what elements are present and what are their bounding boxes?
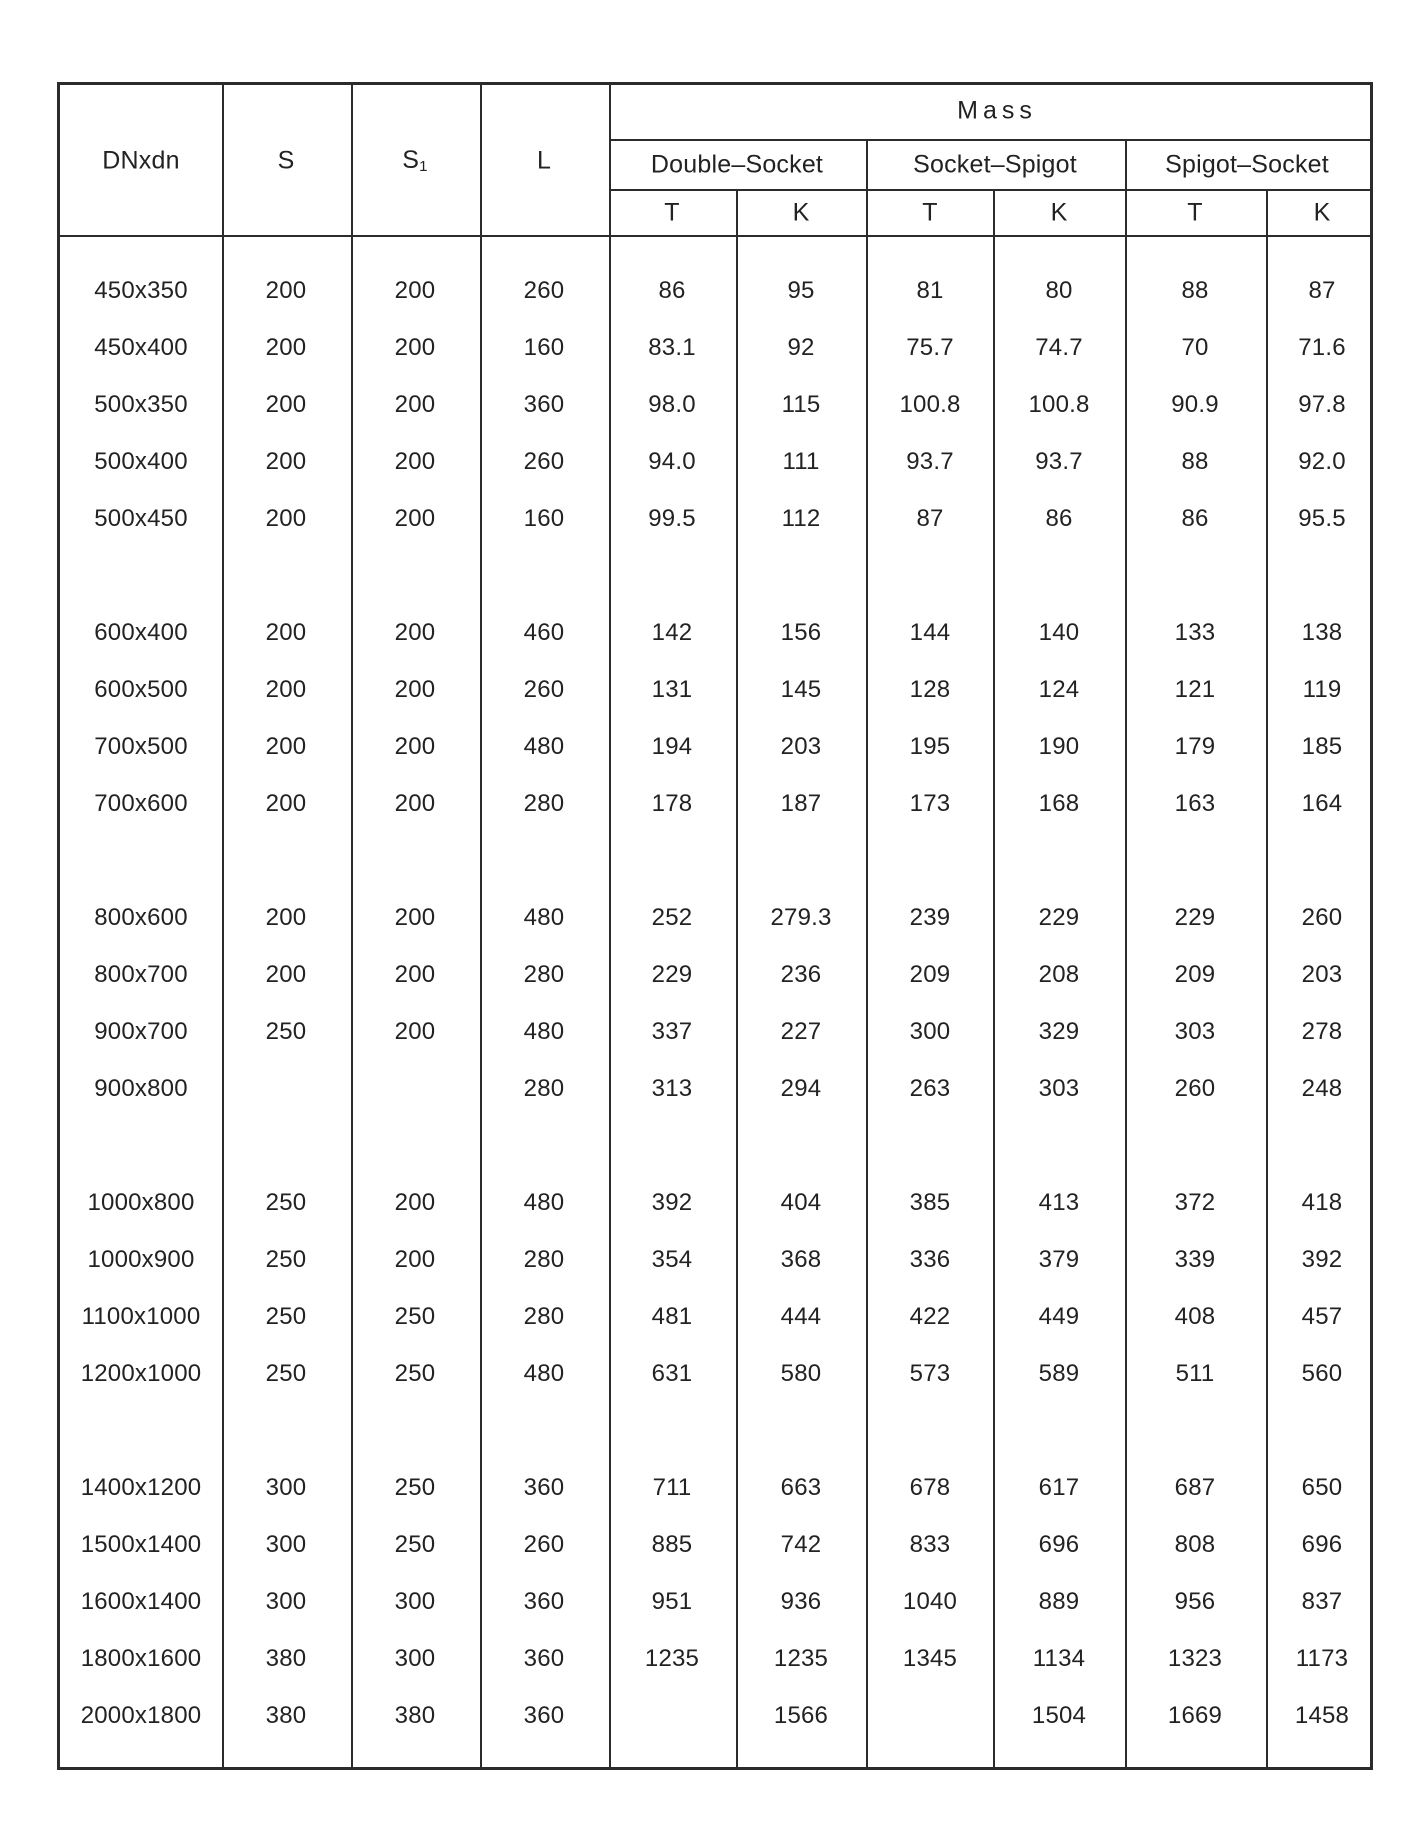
cell-socket-spigot-t: 300 bbox=[909, 1018, 951, 1045]
header-rule-mass bbox=[609, 139, 1370, 141]
cell-socket-spigot-t: 144 bbox=[909, 619, 951, 646]
cell-socket-spigot-k: 140 bbox=[1038, 619, 1080, 646]
cell-socket-spigot-t: 263 bbox=[909, 1075, 951, 1102]
cell-socket-spigot-t: 75.7 bbox=[906, 334, 954, 361]
cell-s1: 250 bbox=[394, 1303, 436, 1330]
cell-spigot-socket-t: 372 bbox=[1174, 1189, 1216, 1216]
cell-s: 250 bbox=[265, 1246, 307, 1273]
cell-socket-spigot-t: 1345 bbox=[902, 1645, 958, 1672]
cell-double-socket-k: 404 bbox=[780, 1189, 822, 1216]
cell-socket-spigot-k: 74.7 bbox=[1035, 334, 1083, 361]
cell-spigot-socket-t: 229 bbox=[1174, 904, 1216, 931]
cell-s1: 250 bbox=[394, 1474, 436, 1501]
cell-socket-spigot-k: 93.7 bbox=[1035, 448, 1083, 475]
cell-double-socket-k: 112 bbox=[781, 505, 821, 532]
cell-spigot-socket-k: 560 bbox=[1301, 1360, 1343, 1387]
group-divider bbox=[1125, 139, 1127, 1767]
cell-spigot-socket-t: 1323 bbox=[1167, 1645, 1223, 1672]
cell-l: 360 bbox=[523, 1474, 565, 1501]
cell-dnxdn: 800x700 bbox=[94, 961, 188, 988]
cell-spigot-socket-k: 71.6 bbox=[1298, 334, 1346, 361]
header-mass: Mass bbox=[957, 96, 1037, 125]
cell-socket-spigot-k: 329 bbox=[1038, 1018, 1080, 1045]
cell-dnxdn: 900x700 bbox=[94, 1018, 188, 1045]
cell-dnxdn: 1000x800 bbox=[87, 1189, 195, 1216]
cell-dnxdn: 450x350 bbox=[94, 277, 188, 304]
cell-s1: 300 bbox=[394, 1588, 436, 1615]
cell-socket-spigot-k: 303 bbox=[1038, 1075, 1080, 1102]
cell-s1: 300 bbox=[394, 1645, 436, 1672]
cell-socket-spigot-t: 573 bbox=[909, 1360, 951, 1387]
cell-double-socket-k: 187 bbox=[780, 790, 822, 817]
cell-socket-spigot-t: 93.7 bbox=[906, 448, 954, 475]
cell-l: 480 bbox=[523, 733, 565, 760]
cell-spigot-socket-t: 303 bbox=[1174, 1018, 1216, 1045]
header-t: T bbox=[922, 198, 938, 227]
cell-l: 480 bbox=[523, 1189, 565, 1216]
cell-l: 260 bbox=[523, 676, 565, 703]
cell-socket-spigot-t: 173 bbox=[909, 790, 951, 817]
cell-s: 380 bbox=[265, 1702, 307, 1729]
cell-double-socket-k: 368 bbox=[780, 1246, 822, 1273]
cell-double-socket-t: 194 bbox=[651, 733, 693, 760]
cell-s: 250 bbox=[265, 1303, 307, 1330]
cell-double-socket-t: 178 bbox=[651, 790, 693, 817]
cell-double-socket-t: 86 bbox=[658, 277, 686, 304]
mass-table bbox=[57, 82, 1373, 1770]
cell-double-socket-t: 142 bbox=[651, 619, 693, 646]
cell-socket-spigot-k: 589 bbox=[1038, 1360, 1080, 1387]
cell-double-socket-k: 580 bbox=[780, 1360, 822, 1387]
cell-spigot-socket-k: 164 bbox=[1301, 790, 1343, 817]
header-k: K bbox=[1313, 198, 1331, 227]
cell-double-socket-t: 229 bbox=[651, 961, 693, 988]
cell-socket-spigot-k: 1134 bbox=[1032, 1645, 1086, 1672]
cell-spigot-socket-t: 88 bbox=[1181, 448, 1209, 475]
cell-spigot-socket-k: 278 bbox=[1301, 1018, 1343, 1045]
cell-double-socket-k: 95 bbox=[787, 277, 815, 304]
cell-l: 460 bbox=[523, 619, 565, 646]
cell-dnxdn: 500x450 bbox=[94, 505, 188, 532]
cell-socket-spigot-k: 86 bbox=[1045, 505, 1073, 532]
header-k: K bbox=[792, 198, 810, 227]
header-k: K bbox=[1050, 198, 1068, 227]
cell-socket-spigot-t: 195 bbox=[909, 733, 951, 760]
cell-spigot-socket-k: 457 bbox=[1301, 1303, 1343, 1330]
cell-spigot-socket-t: 88 bbox=[1181, 277, 1209, 304]
cell-s: 250 bbox=[265, 1360, 307, 1387]
cell-spigot-socket-k: 87 bbox=[1308, 277, 1336, 304]
cell-s: 200 bbox=[265, 391, 307, 418]
cell-socket-spigot-k: 208 bbox=[1038, 961, 1080, 988]
cell-double-socket-t: 98.0 bbox=[648, 391, 696, 418]
cell-dnxdn: 1400x1200 bbox=[80, 1474, 202, 1501]
cell-s1: 200 bbox=[394, 961, 436, 988]
cell-spigot-socket-t: 90.9 bbox=[1171, 391, 1219, 418]
cell-dnxdn: 500x400 bbox=[94, 448, 188, 475]
header-rule-groups bbox=[609, 189, 1370, 191]
cell-double-socket-k: 742 bbox=[780, 1531, 822, 1558]
cell-double-socket-t: 94.0 bbox=[648, 448, 696, 475]
cell-spigot-socket-k: 185 bbox=[1301, 733, 1343, 760]
cell-spigot-socket-k: 95.5 bbox=[1298, 505, 1346, 532]
header-double-socket: Double–Socket bbox=[650, 150, 824, 179]
cell-spigot-socket-k: 1173 bbox=[1295, 1645, 1349, 1672]
cell-socket-spigot-t: 385 bbox=[909, 1189, 951, 1216]
cell-dnxdn: 800x600 bbox=[94, 904, 188, 931]
cell-double-socket-t: 99.5 bbox=[648, 505, 696, 532]
cell-s1: 200 bbox=[394, 277, 436, 304]
cell-spigot-socket-t: 260 bbox=[1174, 1075, 1216, 1102]
cell-double-socket-t: 313 bbox=[651, 1075, 693, 1102]
cell-spigot-socket-k: 248 bbox=[1301, 1075, 1343, 1102]
cell-spigot-socket-k: 138 bbox=[1301, 619, 1343, 646]
cell-spigot-socket-k: 119 bbox=[1302, 676, 1342, 703]
cell-s1: 200 bbox=[394, 505, 436, 532]
cell-double-socket-t: 354 bbox=[651, 1246, 693, 1273]
header-dnxdn: DNxdn bbox=[102, 146, 180, 175]
cell-s1: 200 bbox=[394, 391, 436, 418]
cell-l: 280 bbox=[523, 1246, 565, 1273]
cell-socket-spigot-t: 87 bbox=[916, 505, 944, 532]
cell-dnxdn: 700x600 bbox=[94, 790, 188, 817]
cell-socket-spigot-t: 336 bbox=[909, 1246, 951, 1273]
cell-s: 200 bbox=[265, 505, 307, 532]
cell-double-socket-k: 444 bbox=[780, 1303, 822, 1330]
cell-socket-spigot-k: 889 bbox=[1038, 1588, 1080, 1615]
header-s1-main: S bbox=[402, 146, 420, 174]
header-spigot-socket: Spigot–Socket bbox=[1165, 150, 1329, 179]
cell-l: 360 bbox=[523, 1702, 565, 1729]
cell-socket-spigot-k: 379 bbox=[1038, 1246, 1080, 1273]
cell-s: 200 bbox=[265, 334, 307, 361]
cell-double-socket-k: 203 bbox=[780, 733, 822, 760]
cell-s: 250 bbox=[265, 1018, 307, 1045]
cell-spigot-socket-t: 956 bbox=[1174, 1588, 1216, 1615]
cell-socket-spigot-t: 1040 bbox=[902, 1588, 958, 1615]
cell-s1: 200 bbox=[394, 619, 436, 646]
cell-s1: 380 bbox=[394, 1702, 436, 1729]
cell-spigot-socket-k: 203 bbox=[1301, 961, 1343, 988]
cell-socket-spigot-k: 1504 bbox=[1031, 1702, 1087, 1729]
cell-spigot-socket-t: 179 bbox=[1174, 733, 1216, 760]
cell-l: 260 bbox=[523, 1531, 565, 1558]
cell-l: 280 bbox=[523, 1075, 565, 1102]
cell-socket-spigot-k: 449 bbox=[1038, 1303, 1080, 1330]
cell-spigot-socket-t: 163 bbox=[1174, 790, 1216, 817]
cell-double-socket-k: 1566 bbox=[773, 1702, 829, 1729]
cell-spigot-socket-t: 86 bbox=[1181, 505, 1209, 532]
header-rule-bottom bbox=[60, 235, 1370, 237]
cell-spigot-socket-t: 687 bbox=[1174, 1474, 1216, 1501]
cell-dnxdn: 1500x1400 bbox=[80, 1531, 202, 1558]
cell-s: 200 bbox=[265, 277, 307, 304]
cell-double-socket-t: 481 bbox=[651, 1303, 693, 1330]
column-divider bbox=[609, 85, 611, 1767]
cell-s1: 250 bbox=[394, 1531, 436, 1558]
cell-double-socket-t: 951 bbox=[651, 1588, 693, 1615]
cell-s1: 200 bbox=[394, 1018, 436, 1045]
cell-spigot-socket-t: 209 bbox=[1174, 961, 1216, 988]
cell-spigot-socket-k: 418 bbox=[1301, 1189, 1343, 1216]
cell-l: 360 bbox=[523, 391, 565, 418]
cell-double-socket-k: 663 bbox=[780, 1474, 822, 1501]
column-divider bbox=[351, 85, 353, 1767]
cell-socket-spigot-t: 422 bbox=[909, 1303, 951, 1330]
cell-s1: 200 bbox=[394, 676, 436, 703]
cell-dnxdn: 700x500 bbox=[94, 733, 188, 760]
cell-s: 200 bbox=[265, 790, 307, 817]
cell-double-socket-k: 279.3 bbox=[770, 904, 832, 931]
cell-socket-spigot-k: 229 bbox=[1038, 904, 1080, 931]
cell-socket-spigot-t: 100.8 bbox=[899, 391, 961, 418]
cell-socket-spigot-k: 124 bbox=[1038, 676, 1080, 703]
cell-l: 260 bbox=[523, 448, 565, 475]
cell-socket-spigot-t: 128 bbox=[909, 676, 951, 703]
cell-l: 280 bbox=[523, 790, 565, 817]
cell-socket-spigot-k: 413 bbox=[1038, 1189, 1080, 1216]
cell-s1: 200 bbox=[394, 904, 436, 931]
cell-spigot-socket-t: 511 bbox=[1175, 1360, 1215, 1387]
column-divider bbox=[222, 85, 224, 1767]
cell-l: 480 bbox=[523, 904, 565, 931]
cell-socket-spigot-k: 80 bbox=[1045, 277, 1073, 304]
cell-dnxdn: 450x400 bbox=[94, 334, 188, 361]
cell-dnxdn: 500x350 bbox=[94, 391, 188, 418]
cell-s: 380 bbox=[265, 1645, 307, 1672]
cell-double-socket-t: 631 bbox=[651, 1360, 693, 1387]
cell-spigot-socket-t: 70 bbox=[1181, 334, 1209, 361]
cell-dnxdn: 1100x1000 bbox=[81, 1303, 201, 1330]
header-t: T bbox=[1187, 198, 1203, 227]
cell-s: 300 bbox=[265, 1474, 307, 1501]
cell-double-socket-k: 115 bbox=[781, 391, 821, 418]
cell-double-socket-t: 711 bbox=[652, 1474, 692, 1501]
cell-double-socket-t: 131 bbox=[651, 676, 693, 703]
cell-double-socket-k: 111 bbox=[782, 448, 820, 475]
cell-socket-spigot-t: 678 bbox=[909, 1474, 951, 1501]
column-divider bbox=[480, 85, 482, 1767]
cell-l: 480 bbox=[523, 1360, 565, 1387]
cell-dnxdn: 1600x1400 bbox=[80, 1588, 202, 1615]
cell-double-socket-k: 936 bbox=[780, 1588, 822, 1615]
header-l: L bbox=[536, 146, 552, 175]
cell-double-socket-k: 227 bbox=[780, 1018, 822, 1045]
header-t: T bbox=[664, 198, 680, 227]
cell-double-socket-t: 392 bbox=[651, 1189, 693, 1216]
cell-l: 280 bbox=[523, 961, 565, 988]
cell-s1: 200 bbox=[394, 733, 436, 760]
cell-l: 160 bbox=[523, 505, 565, 532]
cell-double-socket-t: 252 bbox=[651, 904, 693, 931]
header-socket-spigot: Socket–Spigot bbox=[913, 150, 1077, 179]
cell-l: 360 bbox=[523, 1645, 565, 1672]
cell-double-socket-t: 1235 bbox=[644, 1645, 700, 1672]
cell-double-socket-k: 145 bbox=[780, 676, 822, 703]
cell-s1: 200 bbox=[394, 790, 436, 817]
cell-dnxdn: 1000x900 bbox=[87, 1246, 195, 1273]
cell-socket-spigot-k: 168 bbox=[1038, 790, 1080, 817]
cell-dnxdn: 2000x1800 bbox=[80, 1702, 202, 1729]
cell-double-socket-k: 156 bbox=[780, 619, 822, 646]
cell-s: 200 bbox=[265, 961, 307, 988]
cell-spigot-socket-t: 1669 bbox=[1167, 1702, 1223, 1729]
cell-s: 300 bbox=[265, 1588, 307, 1615]
cell-double-socket-k: 294 bbox=[780, 1075, 822, 1102]
cell-double-socket-k: 92 bbox=[787, 334, 815, 361]
cell-spigot-socket-k: 837 bbox=[1301, 1588, 1343, 1615]
cell-spigot-socket-t: 408 bbox=[1174, 1303, 1216, 1330]
header-s1 bbox=[402, 148, 427, 174]
cell-dnxdn: 900x800 bbox=[94, 1075, 188, 1102]
cell-socket-spigot-t: 833 bbox=[909, 1531, 951, 1558]
cell-double-socket-t: 83.1 bbox=[648, 334, 696, 361]
cell-socket-spigot-t: 81 bbox=[916, 277, 944, 304]
cell-s: 250 bbox=[265, 1189, 307, 1216]
cell-s: 200 bbox=[265, 448, 307, 475]
cell-spigot-socket-k: 260 bbox=[1301, 904, 1343, 931]
cell-double-socket-k: 1235 bbox=[773, 1645, 829, 1672]
cell-s: 200 bbox=[265, 676, 307, 703]
cell-socket-spigot-t: 209 bbox=[909, 961, 951, 988]
cell-double-socket-t: 337 bbox=[651, 1018, 693, 1045]
cell-spigot-socket-k: 650 bbox=[1301, 1474, 1343, 1501]
cell-double-socket-k: 236 bbox=[780, 961, 822, 988]
cell-spigot-socket-k: 392 bbox=[1301, 1246, 1343, 1273]
subcolumn-divider bbox=[1266, 189, 1268, 1767]
subcolumn-divider bbox=[993, 189, 995, 1767]
cell-l: 360 bbox=[523, 1588, 565, 1615]
cell-spigot-socket-k: 1458 bbox=[1294, 1702, 1350, 1729]
cell-dnxdn: 1200x1000 bbox=[80, 1360, 202, 1387]
cell-s1: 250 bbox=[394, 1360, 436, 1387]
cell-spigot-socket-k: 696 bbox=[1301, 1531, 1343, 1558]
cell-socket-spigot-k: 696 bbox=[1038, 1531, 1080, 1558]
cell-spigot-socket-t: 133 bbox=[1174, 619, 1216, 646]
cell-spigot-socket-k: 97.8 bbox=[1298, 391, 1346, 418]
cell-s: 200 bbox=[265, 904, 307, 931]
cell-dnxdn: 600x500 bbox=[94, 676, 188, 703]
subcolumn-divider bbox=[736, 189, 738, 1767]
cell-dnxdn: 600x400 bbox=[94, 619, 188, 646]
cell-l: 160 bbox=[523, 334, 565, 361]
cell-l: 480 bbox=[523, 1018, 565, 1045]
header-s1-subscript: 1 bbox=[419, 158, 428, 175]
cell-dnxdn: 1800x1600 bbox=[80, 1645, 202, 1672]
cell-spigot-socket-t: 339 bbox=[1174, 1246, 1216, 1273]
cell-double-socket-t: 885 bbox=[651, 1531, 693, 1558]
cell-spigot-socket-t: 121 bbox=[1174, 676, 1216, 703]
cell-s1: 200 bbox=[394, 1189, 436, 1216]
cell-s1: 200 bbox=[394, 448, 436, 475]
cell-spigot-socket-k: 92.0 bbox=[1298, 448, 1346, 475]
header-s: S bbox=[277, 146, 295, 175]
cell-socket-spigot-k: 190 bbox=[1038, 733, 1080, 760]
cell-s: 200 bbox=[265, 733, 307, 760]
cell-s1: 200 bbox=[394, 334, 436, 361]
cell-socket-spigot-t: 239 bbox=[909, 904, 951, 931]
cell-socket-spigot-k: 100.8 bbox=[1028, 391, 1090, 418]
cell-s1: 200 bbox=[394, 1246, 436, 1273]
cell-s: 300 bbox=[265, 1531, 307, 1558]
cell-l: 280 bbox=[523, 1303, 565, 1330]
cell-socket-spigot-k: 617 bbox=[1038, 1474, 1080, 1501]
group-divider bbox=[866, 139, 868, 1767]
cell-spigot-socket-t: 808 bbox=[1174, 1531, 1216, 1558]
cell-l: 260 bbox=[523, 277, 565, 304]
cell-s: 200 bbox=[265, 619, 307, 646]
